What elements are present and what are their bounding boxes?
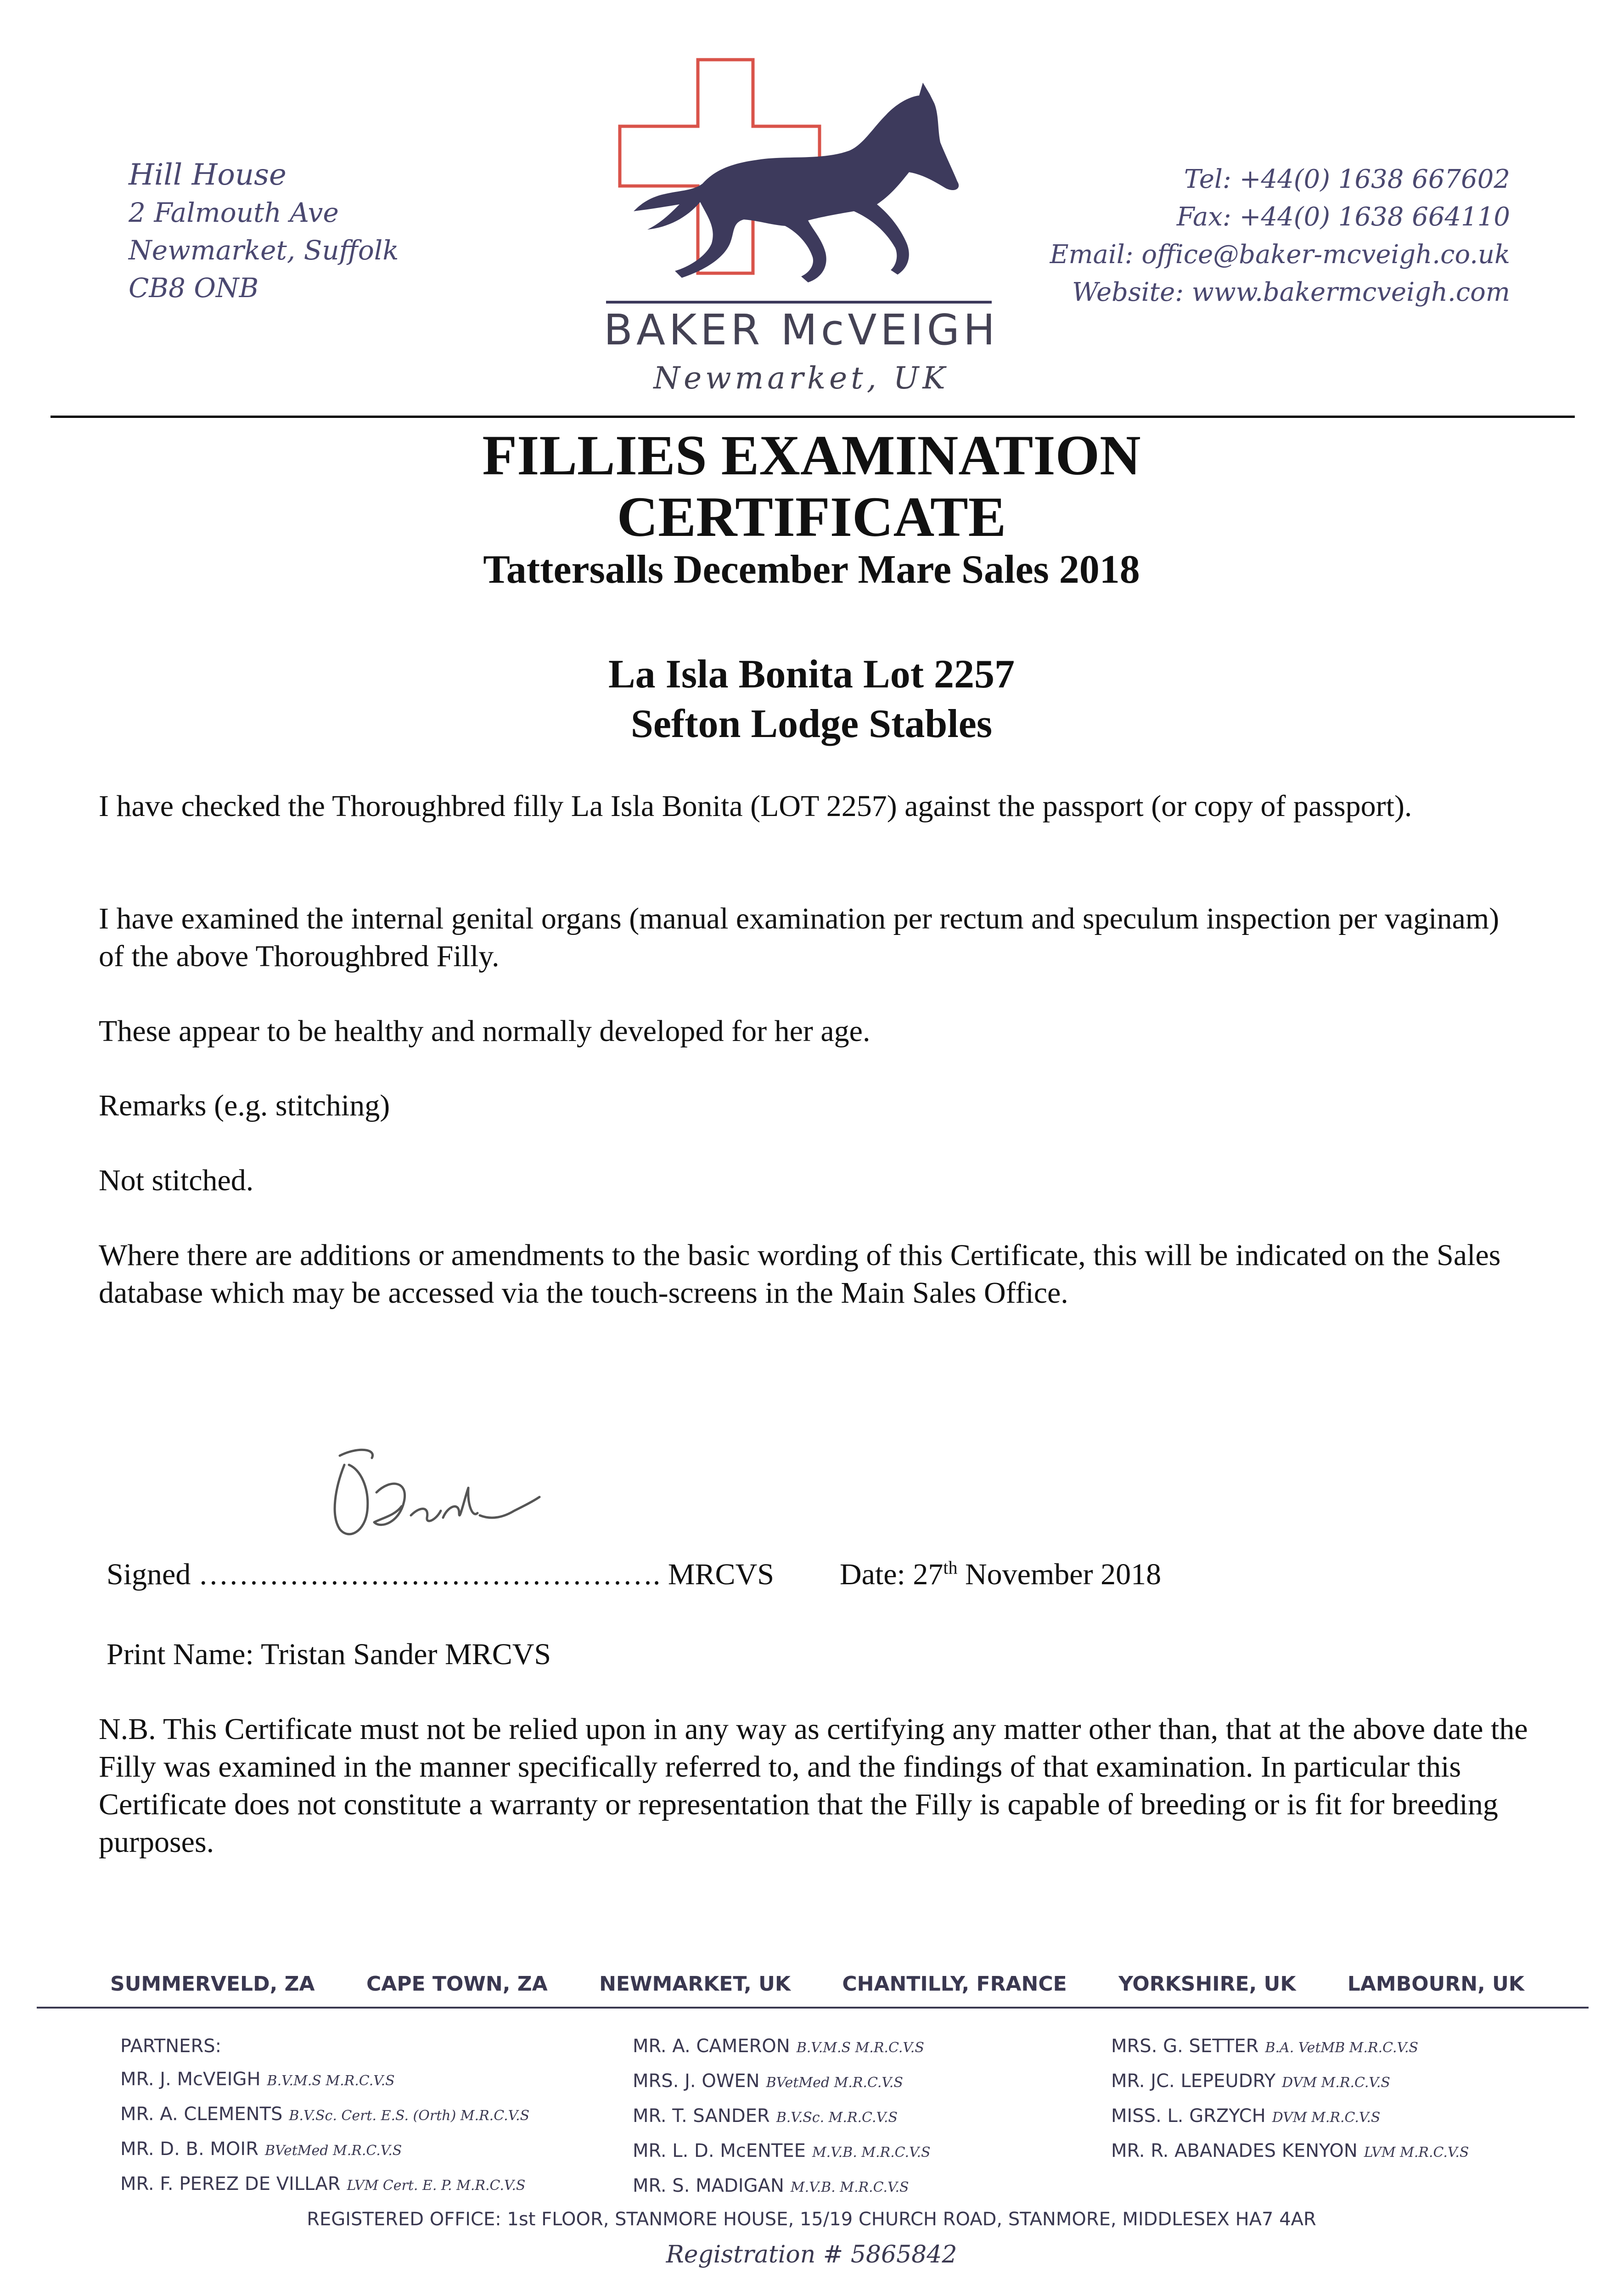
paragraph-health: These appear to be healthy and normally developed for her age. [99, 1014, 870, 1048]
partner-entry [1111, 2065, 1469, 2099]
company-contact [1050, 161, 1510, 311]
qualification: MRCVS [668, 1558, 774, 1591]
partner-quals: BVetMed M.R.C.V.S [265, 2143, 402, 2159]
partner-quals: DVM M.R.C.V.S [1282, 2075, 1390, 2091]
partner-name: MR. J. McVEIGH [120, 2069, 261, 2090]
brand-name: BAKER McVEIGH [603, 305, 999, 355]
partner-name: MR. F. PEREZ DE VILLAR [120, 2173, 341, 2195]
partners-column-2 [633, 2030, 931, 2204]
partner-entry [633, 2169, 931, 2204]
address-line: Newmarket, Suffolk [129, 235, 399, 266]
office-location: YORKSHIRE, UK [1118, 1972, 1296, 1996]
registered-office: REGISTERED OFFICE: 1st FLOOR, STANMORE HOUSE, 15/19 CHURCH ROAD, STANMORE, MIDDLESEX HA7 4AR [307, 2209, 1316, 2230]
office-location: CAPE TOWN, ZA [366, 1972, 548, 1996]
partner-quals: LVM M.R.C.V.S [1364, 2144, 1469, 2161]
title-line: FILLIES EXAMINATION [482, 424, 1141, 487]
partner-entry [633, 2030, 931, 2065]
partner-entry [633, 2134, 931, 2169]
title-line: CERTIFICATE [617, 485, 1006, 548]
address-line: CB8 ONB [129, 272, 259, 304]
partner-name: MRS. J. OWEN [633, 2071, 760, 2092]
partner-quals: LVM Cert. E. P. M.R.C.V.S [347, 2178, 526, 2194]
partner-entry [120, 2133, 529, 2167]
partner-name: MR. R. ABANADES KENYON [1111, 2140, 1358, 2161]
partner-entry [1111, 2099, 1469, 2134]
signed-label: Signed ………………………………………. [107, 1558, 661, 1591]
disclaimer-note: N.B. This Certificate must not be relied upon in any way as certifying any matter other than, that at the above date the Filly was examined in the manner specifically referred to, and the findings of that examination. In particular this Certificate does not constitute a warranty or representation that the Filly is capable of breeding or is fit for breeding purposes. [99, 1712, 1528, 1859]
telephone: Tel: +44(0) 1638 667602 [1184, 164, 1510, 194]
paragraph-passport-check: I have checked the Thoroughbred filly La Isla Bonita (LOT 2257) against the passport (or copy of passport). [99, 789, 1412, 823]
email: Email: office@baker-mcveigh.co.uk [1050, 240, 1510, 270]
partner-name: MR. T. SANDER [633, 2105, 770, 2127]
partner-entry [633, 2065, 931, 2099]
horse-lot: La Isla Bonita Lot 2257 [608, 652, 1015, 697]
partner-quals: DVM M.R.C.V.S [1272, 2110, 1381, 2126]
partner-quals: M.V.B. M.R.C.V.S [812, 2144, 931, 2161]
partner-quals: B.A. VetMB M.R.C.V.S [1265, 2040, 1419, 2056]
website: Website: www.bakermcveigh.com [1072, 277, 1510, 307]
partner-name: MRS. G. SETTER [1111, 2036, 1259, 2057]
date-suffix: th [943, 1557, 958, 1578]
document-title [0, 425, 1623, 548]
office-location: LAMBOURN, UK [1347, 1972, 1524, 1996]
horse-details [0, 650, 1623, 749]
partner-quals: B.V.M.S M.R.C.V.S [267, 2073, 395, 2089]
partner-name: MR. A. CLEMENTS [120, 2104, 283, 2125]
partner-entry [120, 2098, 529, 2133]
brand-location: Newmarket, UK [653, 360, 949, 396]
company-address [129, 156, 399, 307]
footer-divider [37, 2007, 1589, 2009]
partner-name: MR. A. CAMERON [633, 2036, 790, 2057]
partner-entry [1111, 2134, 1469, 2169]
partners-label: PARTNERS: [120, 2036, 222, 2057]
registration-number: Registration # 5865842 [666, 2241, 957, 2268]
partner-entry [1111, 2030, 1469, 2065]
stable-name: Sefton Lodge Stables [630, 702, 993, 746]
office-location: CHANTILLY, FRANCE [842, 1972, 1067, 1996]
address-line: 2 Falmouth Ave [129, 197, 339, 228]
horse-icon [634, 83, 959, 282]
fax: Fax: +44(0) 1638 664110 [1176, 202, 1510, 232]
partner-name: MR. D. B. MOIR [120, 2138, 258, 2160]
print-name: Print Name: Tristan Sander MRCVS [107, 1638, 551, 1671]
sale-name: Tattersalls December Mare Sales 2018 [483, 547, 1140, 592]
partner-name: MISS. L. GRZYCH [1111, 2105, 1266, 2127]
handwritten-signature [321, 1437, 615, 1557]
office-locations [110, 1972, 1524, 1996]
header-divider [51, 416, 1575, 418]
partner-entry [120, 2167, 529, 2202]
remarks-value: Not stitched. [99, 1164, 254, 1197]
partner-quals: B.V.Sc. Cert. E.S. (Orth) M.R.C.V.S [289, 2108, 530, 2124]
partners-column-3 [1111, 2030, 1469, 2169]
remarks-label: Remarks (e.g. stitching) [99, 1089, 390, 1122]
company-logo [592, 51, 1005, 335]
partner-entry [633, 2099, 931, 2134]
office-location: SUMMERVELD, ZA [110, 1972, 315, 1996]
partner-entry [120, 2063, 529, 2098]
partner-name: MR. L. D. McENTEE [633, 2140, 806, 2161]
partner-quals: M.V.B. M.R.C.V.S [790, 2179, 909, 2195]
paragraph-amendments: Where there are additions or amendments to the basic wording of this Certificate, this will be indicated on the Sales database which may be accessed via the touch-screens in the Main Sales Office. [99, 1238, 1501, 1310]
address-line: Hill House [129, 158, 286, 192]
partner-quals: B.V.M.S M.R.C.V.S [796, 2040, 924, 2056]
paragraph-examination: I have examined the internal genital organs (manual examination per rectum and speculum inspection per vaginam) of the above Thoroughbred Filly. [99, 902, 1499, 973]
date-label: Date: 27 [839, 1558, 943, 1591]
signature-line [107, 1557, 1161, 1592]
partner-quals: BVetMed M.R.C.V.S [766, 2075, 903, 2091]
partner-name: MR. S. MADIGAN [633, 2175, 784, 2196]
partners-column-1 [120, 2030, 529, 2202]
horse-cross-logo [592, 51, 1005, 335]
office-location: NEWMARKET, UK [599, 1972, 791, 1996]
date-rest: November 2018 [957, 1558, 1162, 1591]
partner-quals: B.V.Sc. M.R.C.V.S [776, 2110, 898, 2126]
partner-name: MR. JC. LEPEUDRY [1111, 2071, 1276, 2092]
